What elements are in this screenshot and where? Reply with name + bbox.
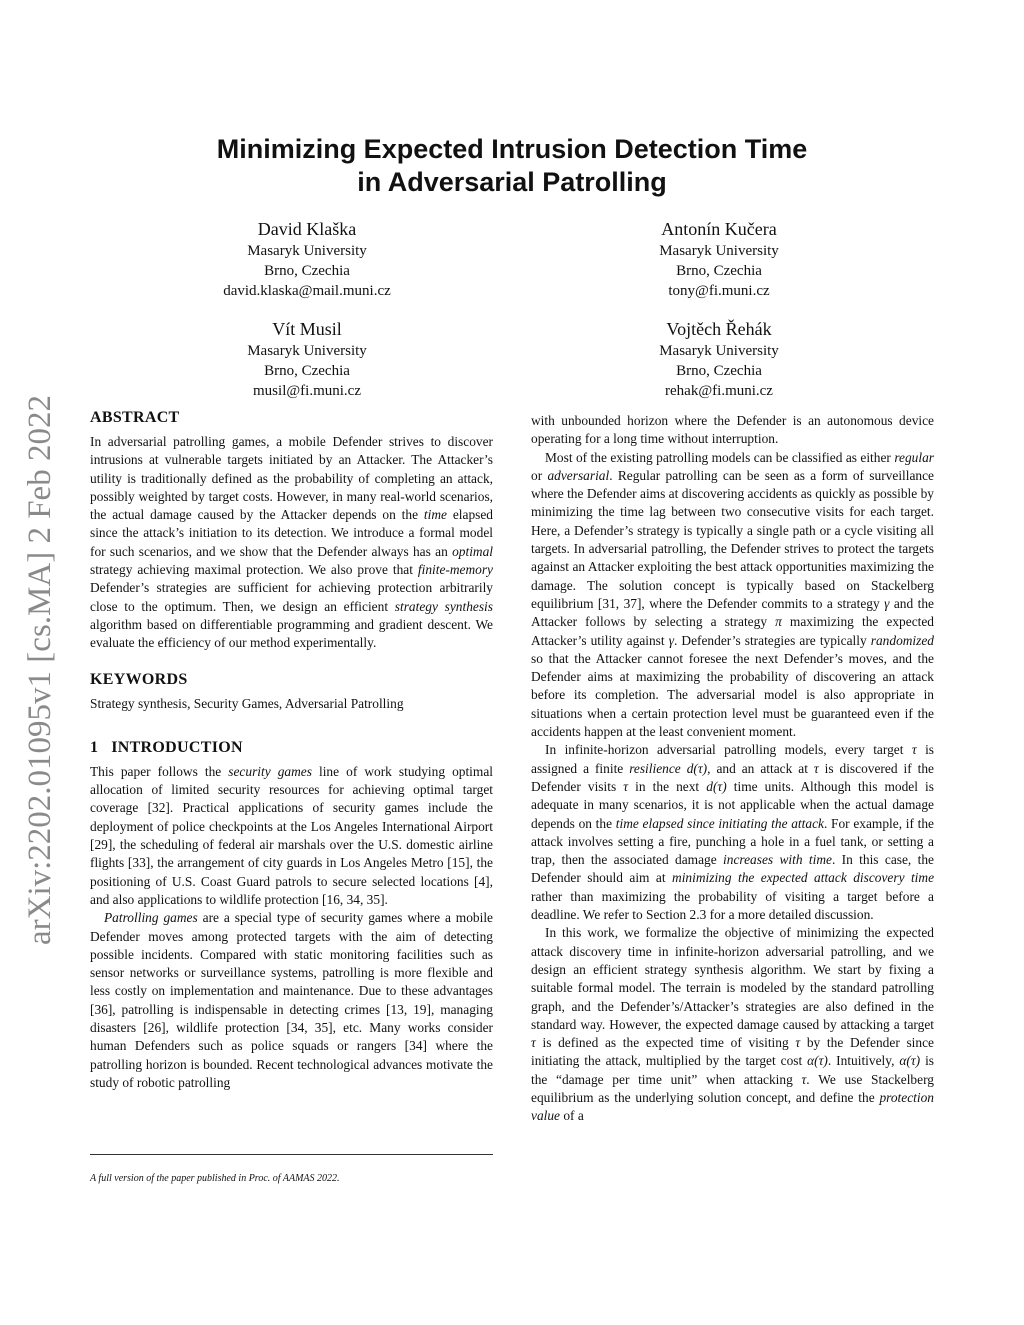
author-name: Vojtěch Řehák [666, 319, 772, 339]
author-location: Brno, Czechia [676, 263, 762, 279]
author-email: david.klaska@mail.muni.cz [223, 283, 391, 299]
author-location: Brno, Czechia [264, 263, 350, 279]
author-affiliation: Masaryk University [247, 243, 367, 259]
author-email: musil@fi.muni.cz [253, 383, 361, 399]
intro-paragraph-2: Patrolling games are a special type of security games where a mobile Defender moves among protected targets with the aim of detecting possible incidents. Compared with static monitoring facilities such as sensor networks or surveillance systems, patrolling is more flexible and less costly on implementation and maintenance. Due to these advantages [36], patrolling is indispensable in detecting crimes [13, 19], managing disasters [26], wildlife protection [34, 35], etc. Many works consider human Defenders such as police squads or rangers [34] where the patrolling horizon is bounded. Recent technological advances motivate the study of robotic patrolling [90, 910, 493, 1090]
intro-paragraph-5: In this work, we formalize the objective of minimizing the expected attack discovery time in infinite-horizon adversarial patrolling, and we design an efficient strategy synthesis algorithm. We start by fixing a suitable formal model. The terrain is modeled by the standard patrolling graph, and the Defender’s/Attacker’s strategies are also defined in the standard way. However, the expected damage caused by attacking a target τ is defined as the expected time of visiting τ by the Defender since initiating the attack, multiplied by the target cost α(τ). Intuitively, α(τ) is the “damage per time unit” when attacking τ. We use Stackelberg equilibrium as the underlying solution concept, and define the protection value of a [531, 925, 935, 1124]
intro-paragraph-3: Most of the existing patrolling models can be classified as either regular or adversarial. Regular patrolling can be seen as a form of surveillance where the Defender aims at discovering accidents as quickly as possible by minimizing the time lag between two consecutive visits for each target. Here, a Defender’s strategy is typically a single path or a cycle visiting all targets. In adversarial patrolling, the Defender strives to protect the targets against an Attacker exploiting the best attack opportunities maximizing the damage. The solution concept is typically based on Stackelberg equilibrium [31, 37], where the Defender commits to a strategy γ and the Attacker follows by selecting a strategy π maximizing the expected Attacker’s utility against γ. Defender’s strategies are typically randomized so that the Attacker cannot foresee the next Defender’s moves, and the Defender aims at maximizing the probability of discovering an attack before its completion. The adversarial model is also appropriate in situations when a certain protection level must be guaranteed even if the accidents happen at the least convenient moment. [531, 449, 935, 740]
keywords-heading: KEYWORDS [90, 670, 188, 688]
intro-paragraph-4: In infinite-horizon adversarial patrolling models, every target τ is assigned a finite resilience d(τ), and an attack at τ is discovered if the Defender visits τ in the next d(τ) time units. Although this model is adequate in many scenarios, it is not applicable when the actual damage depends on the time elapsed since initiating the attack. For example, if the attack involves setting a fire, punching a hole in a fuel tank, or setting a trap, then the associated damage increases with time. In this case, the Defender should aim at minimizing the expected attack discovery time rather than maximizing the probability of visiting a target before a deadline. We refer to Section 2.3 for a more detailed discussion. [531, 742, 935, 923]
author-location: Brno, Czechia [264, 363, 350, 379]
author-email: rehak@fi.muni.cz [665, 383, 773, 399]
author-location: Brno, Czechia [676, 363, 762, 379]
author-block-3 [157, 317, 457, 401]
left-column [90, 408, 493, 1092]
author-block-1 [157, 217, 457, 301]
author-name: Vít Musil [272, 319, 342, 339]
author-affiliation: Masaryk University [247, 343, 367, 359]
right-column [531, 412, 934, 1126]
author-name: David Klaška [257, 219, 357, 239]
intro-paragraph-continued: with unbounded horizon where the Defender is an autonomous device operating for a long time without interruption. [531, 413, 934, 447]
author-affiliation: Masaryk University [659, 243, 779, 259]
footnote: A full version of the paper published in Proc. of AAMAS 2022. [90, 1173, 340, 1184]
arxiv-identifier: arXiv:2202.01095v1 [cs.MA] 2 Feb 2022 [22, 395, 58, 945]
abstract-text: In adversarial patrolling games, a mobile Defender strives to discover intrusions at vulnerable targets initiated by an Attacker. The Attacker’s utility is traditionally defined as the probability of completing an attack, possibly weighted by target costs. However, in many real-world scenarios, the actual damage caused by the Attacker depends on the time elapsed since the attack’s initiation to its detection. We introduce a formal model for such scenarios, and we show that the Defender always has an optimal strategy achieving maximal protection. We also prove that finite-memory Defender’s strategies are sufficient for achieving protection arbitrarily close to the optimum. Then, we design an efficient strategy synthesis algorithm based on differentiable programming and gradient descent. We evaluate the efficiency of our method experimentally. [90, 434, 493, 651]
intro-heading: 1 INTRODUCTION [90, 738, 243, 756]
keywords-text: Strategy synthesis, Security Games, Adversarial Patrolling [90, 695, 404, 711]
author-block-4 [569, 317, 869, 401]
intro-paragraph-1: This paper follows the security games line of work studying optimal allocation of limited security resources for achieving optimal target coverage [32]. Practical applications of security games include the deployment of police checkpoints at the Los Angeles International Airport [29], the scheduling of federal air marshals over the U.S. domestic airline flights [33], the arrangement of city guards in Los Angeles Metro [15], the positioning of U.S. Coast Guard patrols to secure selected locations [4], and also applications to wildlife protection [16, 34, 35]. [90, 763, 493, 907]
title-line-2: in Adversarial Patrolling [357, 167, 667, 197]
author-block-2 [569, 217, 869, 301]
author-name: Antonín Kučera [661, 219, 777, 239]
footnote-rule [90, 1154, 493, 1155]
paper-title [90, 133, 934, 199]
author-email: tony@fi.muni.cz [668, 283, 770, 299]
abstract-heading: ABSTRACT [90, 409, 180, 426]
author-affiliation: Masaryk University [659, 343, 779, 359]
title-line-1: Minimizing Expected Intrusion Detection Time [216, 134, 808, 164]
